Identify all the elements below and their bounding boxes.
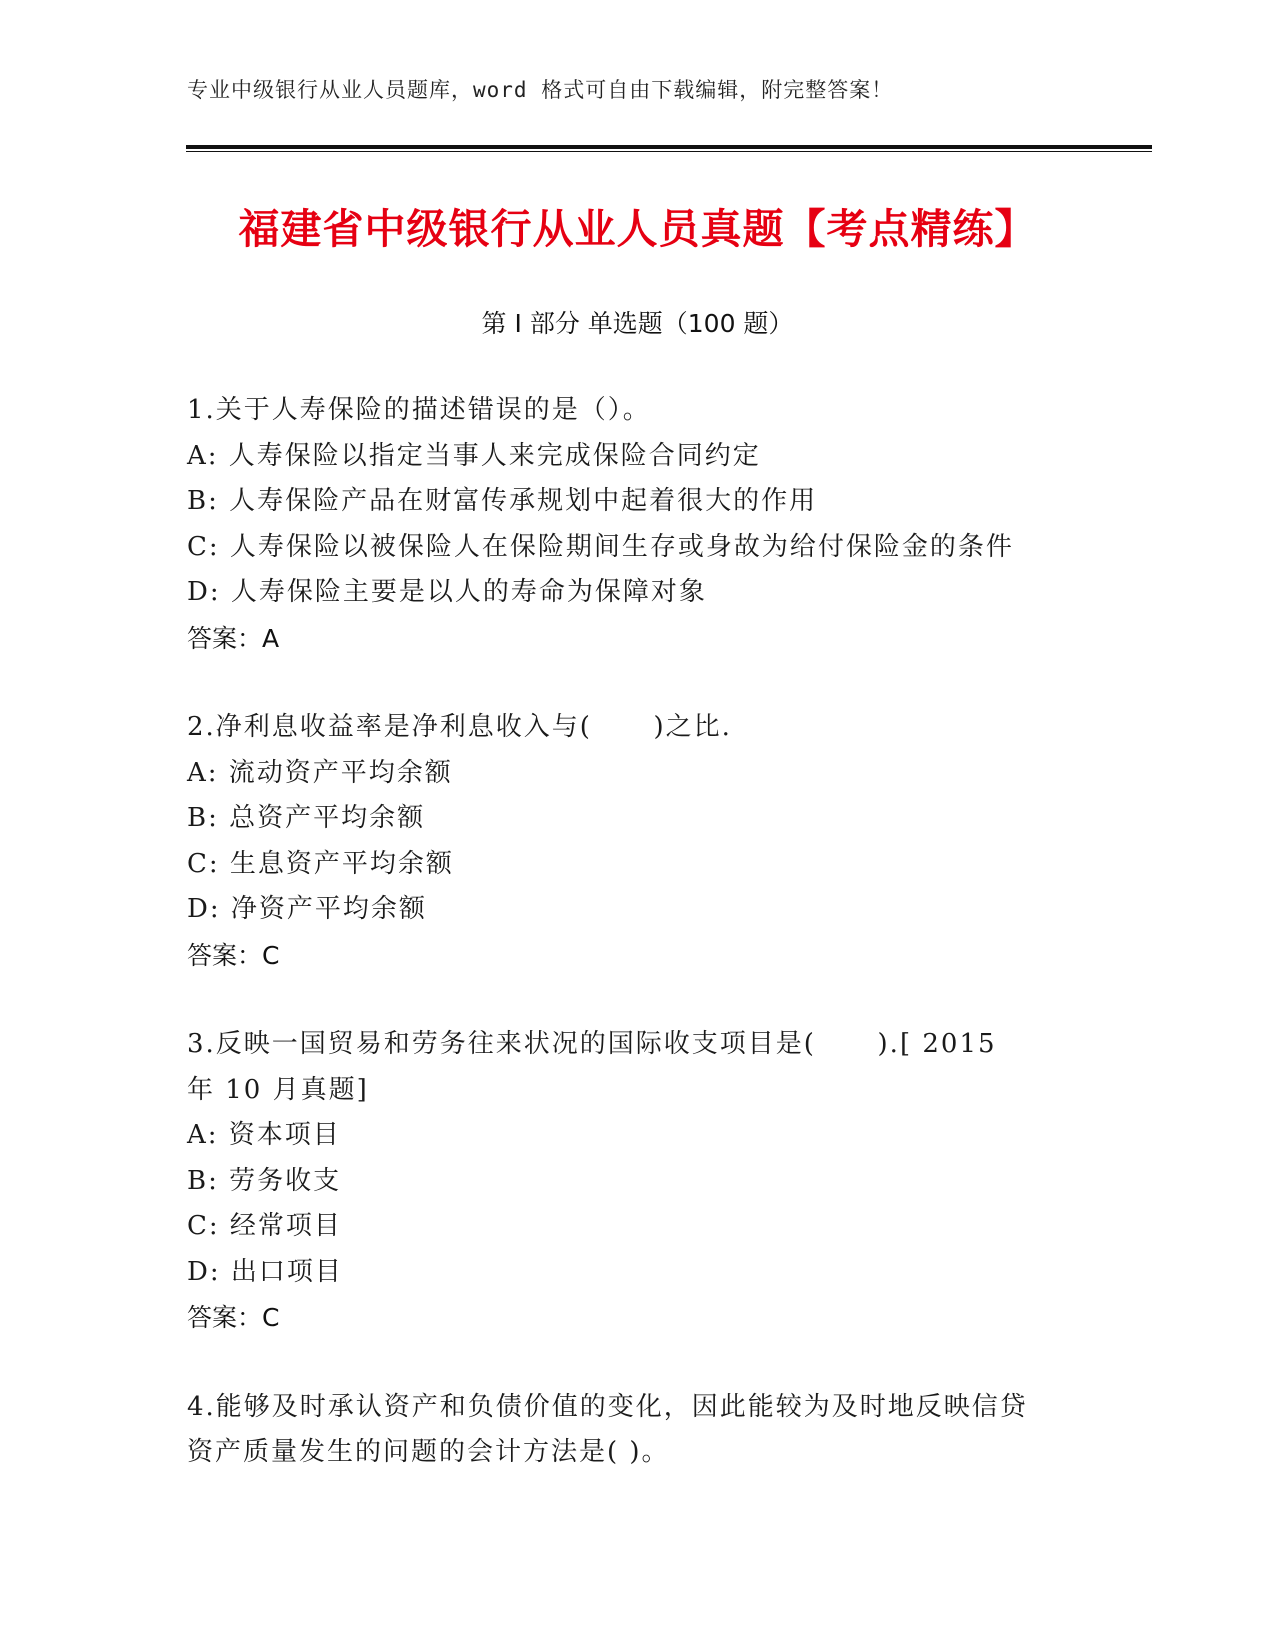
answer-label: 答案：C (187, 940, 280, 970)
option-d: D: 人寿保险主要是以人的寿命为保障对象 (187, 577, 707, 607)
header-rule-thin (186, 151, 1152, 152)
header-note: 专业中级银行从业人员题库，word 格式可自由下载编辑，附完整答案！ (187, 78, 894, 102)
question-4 (187, 1385, 1067, 1476)
question-stem-continued: 资产质量发生的问题的会计方法是( )。 (187, 1437, 670, 1467)
option-b: B: 人寿保险产品在财富传承规划中起着很大的作用 (187, 486, 818, 516)
option-c: C: 人寿保险以被保险人在保险期间生存或身故为给付保险金的条件 (187, 531, 1014, 562)
section-title: 第 I 部分 单选题（100 题） (481, 309, 794, 338)
option-b: B: 总资产平均余额 (187, 803, 426, 833)
question-1 (187, 388, 1067, 661)
option-a: A: 流动资产平均余额 (187, 757, 453, 788)
question-stem: 3.反映一国贸易和劳务往来状况的国际收支项目是( ).[ 2015 (187, 1029, 997, 1059)
answer-label: 答案：A (187, 623, 280, 653)
answer-label: 答案：C (187, 1303, 280, 1332)
question-3 (187, 1022, 1067, 1341)
option-d: D: 出口项目 (187, 1256, 343, 1287)
question-list (187, 388, 1067, 1520)
question-stem: 4.能够及时承认资产和负债价值的变化，因此能较为及时地反映信贷 (187, 1391, 1028, 1422)
option-c: C: 生息资产平均余额 (187, 848, 454, 879)
option-d: D: 净资产平均余额 (187, 894, 427, 924)
option-c: C: 经常项目 (187, 1211, 342, 1241)
question-stem-continued: 年 10 月真题] (187, 1074, 369, 1105)
option-b: B: 劳务收支 (187, 1165, 342, 1196)
option-a: A: 资本项目 (187, 1120, 341, 1150)
document-title: 福建省中级银行从业人员真题【考点精练】 (238, 205, 1037, 253)
option-a: A: 人寿保险以指定当事人来完成保险合同约定 (187, 440, 761, 471)
header-rule-thick (186, 145, 1152, 149)
question-stem: 1.关于人寿保险的描述错误的是（）。 (187, 395, 651, 425)
question-stem: 2.净利息收益率是净利息收入与( )之比. (187, 712, 732, 742)
question-2 (187, 705, 1067, 978)
